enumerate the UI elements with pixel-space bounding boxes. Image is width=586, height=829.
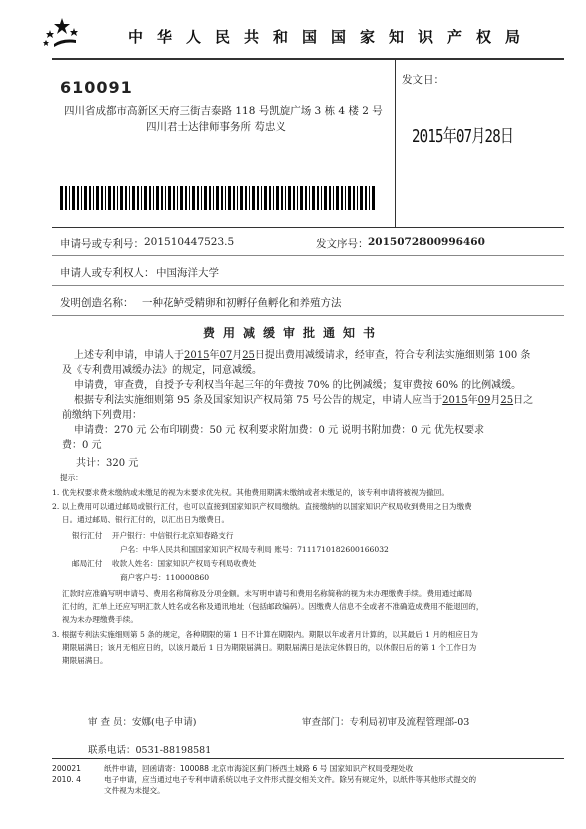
footer-rule <box>52 758 564 759</box>
issue-date-label: 发文日： <box>402 74 444 86</box>
barcode <box>60 186 378 210</box>
tips-heading: 提示： <box>60 473 83 482</box>
paragraph-3: 根据专利法实施细则第 95 条及国家知识产权局第 75 号公告的规定，申请人应当于2015年09月25日之 <box>74 395 534 406</box>
invention-label: 发明创造名称： <box>60 297 134 309</box>
paragraph-1: 上述专利申请，申请人于2015年07月25日提出费用减缓请求，经审查，符合专利法实施细则第 100 条 <box>74 350 531 361</box>
paragraph-1-line-2: 及《专利费用减缓办法》的规定，同意减缓。 <box>62 365 262 376</box>
examiner-label: 审 查 员： <box>88 717 133 728</box>
address-line-2: 四川君士达律师事务所 芶忠义 <box>146 121 286 133</box>
contact-phone <box>88 742 211 756</box>
fees-line-1: 申请费：270 元 公布印刷费：50 元 权利要求附加费：0 元 说明书附加费：0 元 优先权要求 <box>74 425 484 436</box>
remit-line-1: 汇款时应准确写明申请号、费用名称简称及分项金额。未写明申请号和费用名称简称的视为未办理缴费手续。费用通过邮局 <box>62 589 473 598</box>
tip-2-line-2: 日。通过邮局、银行汇付的，以汇出日为缴费日。 <box>62 515 230 524</box>
tip-3-line-2: 期限届满日；该月无相应日的，以该月最后 1 日为期限届满日。期限届满日是法定休假日的，以休假日后的第 1 个工作日为 <box>62 643 477 652</box>
tip-1: 1. 优先权要求费未缴纳或未缴足的视为未要求优先权。其他费用期满未缴纳或者未缴足的，该专利申请将被视为撤回。 <box>52 488 449 497</box>
department-label: 审查部门： <box>302 717 350 728</box>
footer-line-1: 纸件申请，回函请寄：100088 北京市海淀区蓟门桥西土城路 6 号 国家知识产权局受理处收 <box>104 764 414 773</box>
invention-row <box>52 286 564 316</box>
tip-3-line-3: 期限届满日。 <box>62 656 108 665</box>
footer-line-2: 电子申请，应当通过电子专利申请系统以电子文件形式提交相关文件。除另有规定外，以纸件等其他形式提交的 <box>104 775 477 784</box>
cnipa-star-emblem-icon <box>40 14 84 50</box>
bank-opening: 开户银行：中信银行北京知春路支行 <box>112 531 234 540</box>
tip-3-line-1: 3. 根据专利法实施细则第 5 条的规定，各种期限的第 1 日不计算在期限内。期限以年或者月计算的，以其最后 1 月的相应日为 <box>52 630 478 639</box>
paragraph-3-line-2: 前缴纳下列费用： <box>62 410 142 421</box>
examiner-name: 安娜(电子申请) <box>132 717 197 728</box>
department <box>302 714 469 728</box>
applicant-row <box>52 256 564 286</box>
post-remit-label: 邮局汇付 <box>72 559 103 568</box>
issue-date: 2015年07月28日 <box>412 126 514 147</box>
application-number-row <box>52 228 564 256</box>
postcode: 610091 <box>60 78 133 97</box>
phone-label: 联系电话： <box>88 745 136 756</box>
fees-total: 共计：320 元 <box>76 458 139 469</box>
post-receiver: 收款人姓名：国家知识产权局专利局收费处 <box>112 559 257 568</box>
doc-serial-label: 发文序号： <box>316 238 369 250</box>
fees-line-2: 费：0 元 <box>62 440 102 451</box>
paragraph-2: 申请费，审查费，自授予专利权当年起三年的年费按 70% 的比例减缓；复审费按 60% 的比例减缓。 <box>74 380 522 391</box>
form-code: 200021 <box>52 764 81 773</box>
applicant-label: 申请人或专利权人： <box>60 267 155 279</box>
footer-line-3: 文件视为未提交。 <box>104 786 165 795</box>
examiner <box>88 714 196 728</box>
department-name: 专利局初审及流程管理部-03 <box>349 717 470 728</box>
bank-remit-label: 银行汇付 <box>72 531 103 540</box>
form-version: 2010. 4 <box>52 775 81 784</box>
invention-name: 一种花鲈受精卵和初孵仔鱼孵化和养殖方法 <box>142 297 342 309</box>
application-number: 201510447523.5 <box>144 236 235 248</box>
remit-line-2: 汇付的，汇单上还应写明汇款人姓名或名称及通讯地址（包括邮政编码）。因缴费人信息不全或者不准确造成费用不能退回的， <box>62 602 484 611</box>
applicant: 中国海洋大学 <box>156 267 219 279</box>
doc-serial: 2015072800996460 <box>368 236 485 248</box>
post-customer-no: 商户客户号：110000860 <box>120 573 210 582</box>
notice-title: 费用减缓审批通知书 <box>202 326 383 340</box>
application-number-label: 申请号或专利号： <box>60 238 144 250</box>
bank-account: 户名：中华人民共和国国家知识产权局专利局 账号：7111710182600166032 <box>120 545 389 554</box>
phone-number: 0531-88198581 <box>135 745 212 756</box>
tip-2-line-1: 2. 以上费用可以通过邮局或银行汇付，也可以直接到国家知识产权局缴纳。直接缴纳的以国家知识产权局收到费用之日为缴费 <box>52 502 472 511</box>
box-divider <box>395 60 396 228</box>
office-name: 中华人民共和国国家知识产权局 <box>128 28 535 46</box>
address-line-1: 四川省成都市高新区天府三街吉泰路 118 号凯旋广场 3 栋 4 楼 2 号 <box>64 105 383 117</box>
remit-line-3: 视为未办理缴费手续。 <box>62 615 138 624</box>
